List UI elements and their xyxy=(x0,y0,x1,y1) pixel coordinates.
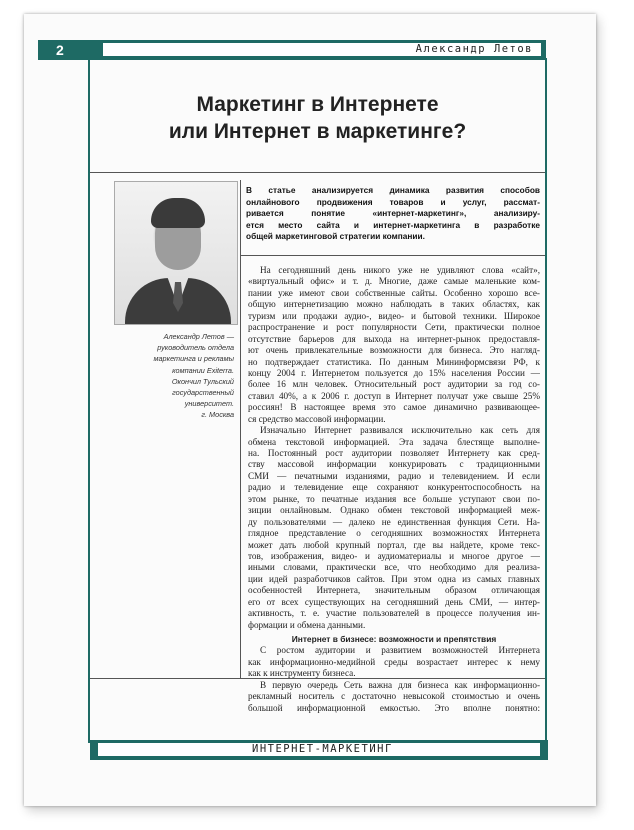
abstract-line: В статье анализируется динамика развития способов xyxy=(246,185,540,195)
abstract-divider xyxy=(240,255,545,256)
abstract-line: общей маркетинговой стратегии компании. xyxy=(246,231,425,242)
caption-line: Окончил Тульский xyxy=(171,376,234,386)
body-line: ся средство массовой информации. xyxy=(248,413,386,424)
body-line: более 16 млн человек. Относительный рост аудитории за год со- xyxy=(248,379,540,390)
article-body xyxy=(248,265,540,714)
body-line: ции идей разработчиков сайтов. При этом одна из самых главных xyxy=(248,573,540,584)
body-line: может дать любой крупный портал, где вы найдете, кроме текс- xyxy=(248,539,540,550)
section-heading: Интернет в бизнесе: возможности и препятствия xyxy=(291,634,497,644)
article-title xyxy=(90,91,545,145)
article-abstract xyxy=(246,185,540,243)
body-line: «виртуальный офис» и т. д. Многие, даже самые маленькие ком- xyxy=(248,276,540,287)
body-line: особенностей Интернета, значительным образом отличающая xyxy=(248,585,540,596)
abstract-line: ется место сайта и интернет-маркетинга в разработке xyxy=(246,219,540,230)
body-line: туризм или продажи аудио-, видео- и бытовой техники. Широкое xyxy=(248,310,540,321)
body-line: В первую очередь Сеть важна для бизнеса как информационно- xyxy=(260,679,540,690)
body-line: ду пользователями — далеко не единственная функция Сети. На- xyxy=(248,516,540,527)
paragraph-4 xyxy=(248,680,540,714)
caption-line: маркетинга и рекламы xyxy=(153,354,234,364)
body-line: глядное представление о сегодняшних возможностях Интернета xyxy=(248,528,540,539)
paragraph-1 xyxy=(248,265,540,425)
caption-line: руководитель отдела xyxy=(157,343,234,353)
footer-section-tab xyxy=(97,742,541,757)
caption-line: компании Exiterra. xyxy=(172,365,234,375)
body-line: СМИ — печатными изданиями, радио и телевидением. И если xyxy=(248,470,540,481)
caption-line: г. Москва xyxy=(201,410,234,420)
body-line: На сегодняшний день никого уже не удивляют слова «сайт», xyxy=(260,265,540,275)
body-line: иными словами, практически все, что необходимо для реализа- xyxy=(248,562,540,573)
body-line: но подтверждает статистика. По данным Мининформсвязи РФ, к xyxy=(248,356,540,367)
body-line: распространение и рост популярности Сети, практически полное xyxy=(248,322,540,333)
caption-line: Александр Летов — xyxy=(163,332,234,341)
body-line: общую интернетизацию можно наблюдать в таких областях, как xyxy=(248,299,540,310)
article-title-line-1: Маркетинг в Интернете xyxy=(196,93,439,116)
body-line: обмена текстовой информацией. Эта задача блестяще выполне- xyxy=(248,436,540,447)
body-line: концу 2004 г. Интернетом пользуется до 15% населения России — xyxy=(248,367,540,378)
body-line: формации и обмена данными. xyxy=(248,619,366,630)
author-photo-hair xyxy=(151,198,205,228)
paragraph-3 xyxy=(248,645,540,679)
footer-section: ИНТЕРНЕТ-МАРКЕТИНГ xyxy=(252,743,393,755)
body-line: рекламный носитель с достаточно невысокой стоимостью и очень xyxy=(248,691,540,702)
body-line: зиции онлайновым. Однако обмен текстовой информацией меж- xyxy=(248,505,540,516)
body-line: ставил 40%, а к 2006 г. доступ в Интернет получат уже свыше 25% xyxy=(248,390,540,401)
body-line: россиян! В настоящее время это самое динамично развивающее- xyxy=(248,402,540,413)
body-line: ют очень привлекательные возможности для бизнеса. Это нагляд- xyxy=(248,345,540,356)
body-line: тов, изображения, видео- и аудиоматериалы и многое другое — xyxy=(248,550,540,561)
body-line: Изначально Интернет развивался исключительно как сеть для xyxy=(260,425,540,436)
caption-line: государственный xyxy=(172,388,234,398)
body-line: ству массовой информации конкурировать с традиционными xyxy=(248,459,540,470)
header-author: Александр Летов xyxy=(415,43,533,55)
body-line: активность, т. е. участие пользователей в процессе получения ин- xyxy=(248,608,540,619)
body-line: отсутствие барьеров для выхода на интернет-рынок предоставля- xyxy=(248,333,540,344)
body-line: на. Постоянный рост аудитории позволяет Интернету как сред- xyxy=(248,448,540,458)
article-title-line-2: или Интернет в маркетинге? xyxy=(168,120,467,143)
body-line: как информационно-медийной среды возрастает интерес к нему xyxy=(248,656,540,667)
paragraph-2 xyxy=(248,425,540,631)
abstract-line: онлайнового продвижения товаров и услуг, рассмат- xyxy=(246,196,540,207)
page-number: 2 xyxy=(56,42,64,58)
body-line: его от всех существующих на сегодняшний день СМИ, — интер- xyxy=(248,596,540,607)
author-caption xyxy=(126,331,234,421)
body-line: С ростом аудитории и развитием возможностей Интернета xyxy=(260,645,540,656)
body-line: этом рынке, то печатные издания все больше уступают свои по- xyxy=(248,493,540,504)
author-photo xyxy=(114,181,238,325)
body-line: пании уже имеют свои собственные сайты. Особенно хорошо все- xyxy=(248,287,540,298)
abstract-line: ривается понятие «интернет-маркетинг», анализиру- xyxy=(246,208,540,219)
header-author-tab xyxy=(102,42,542,57)
body-line: радио и телевидение еще сохраняют конкурентоспособность на xyxy=(248,482,540,493)
caption-line: университет. xyxy=(184,399,234,409)
body-line: как к инструменту бизнеса. xyxy=(248,668,356,679)
body-line: большой информационной емкостью. Это вполне понятно: xyxy=(248,702,540,713)
